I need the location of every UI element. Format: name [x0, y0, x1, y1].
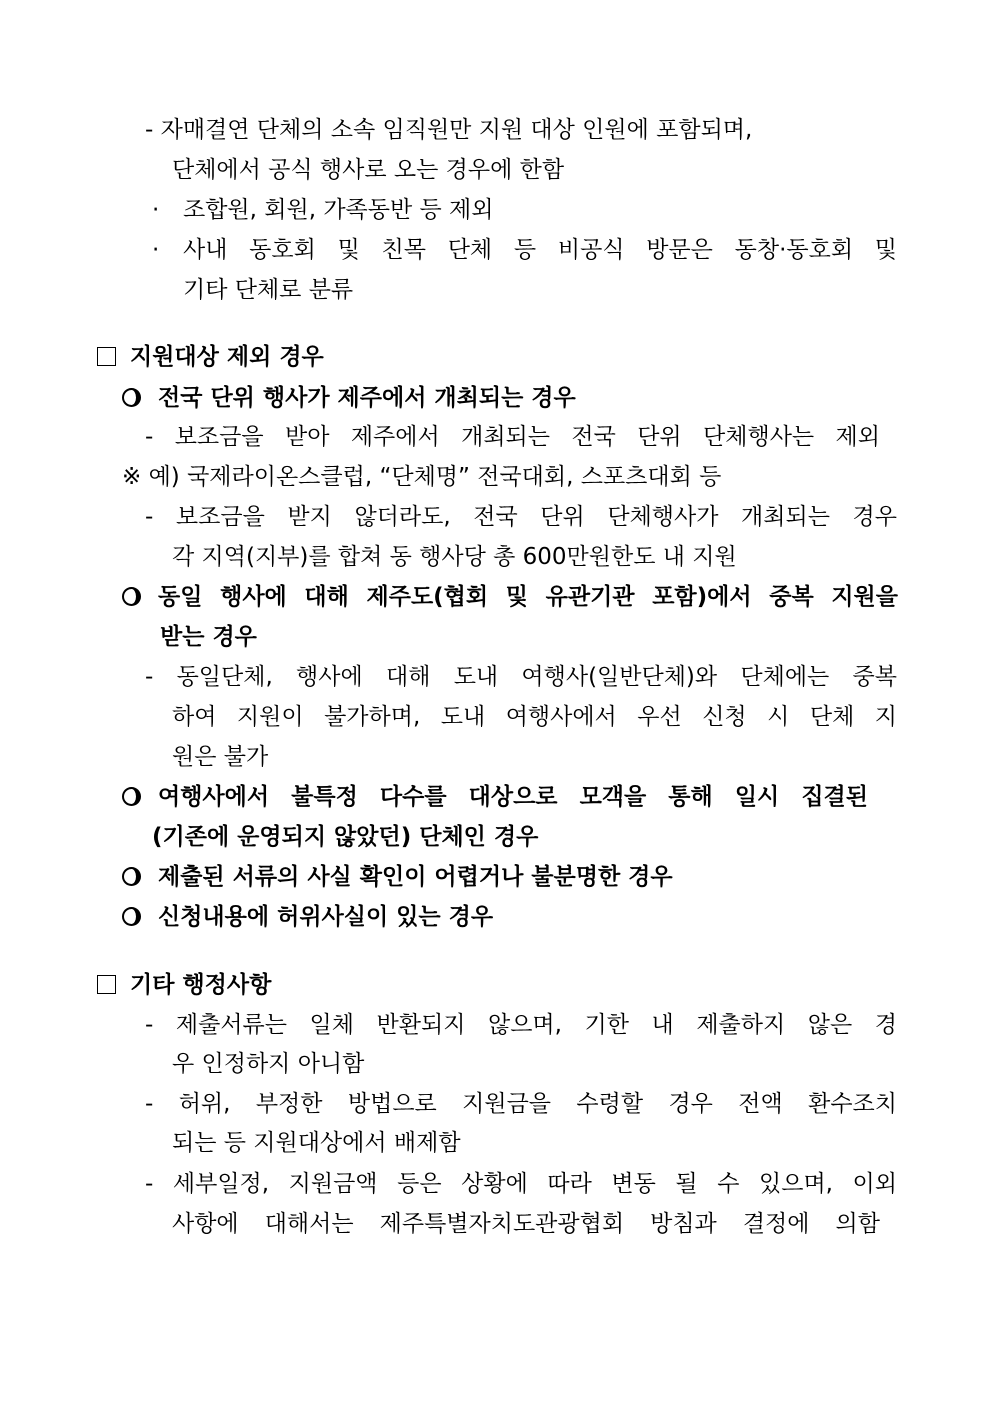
- text-line: - 제출서류는 일체 반환되지 않으며, 기한 내 제출하지 않은 경: [145, 1012, 897, 1038]
- square-bullet-icon: [97, 975, 116, 994]
- text-line: 되는 등 지원대상에서 배제함: [172, 1130, 461, 1156]
- subheading: 전국 단위 행사가 제주에서 개최되는 경우: [158, 385, 576, 411]
- circle-bullet-icon: [122, 587, 141, 606]
- circle-bullet-icon: [122, 867, 141, 886]
- middle-dot-bullet-icon: ·: [152, 197, 160, 223]
- circle-bullet-icon: [122, 907, 141, 926]
- subheading: 신청내용에 허위사실이 있는 경우: [158, 904, 494, 930]
- text-line: - 세부일정, 지원금액 등은 상황에 따라 변동 될 수 있으며, 이외: [145, 1171, 897, 1197]
- text-line: 하여 지원이 불가하며, 도내 여행사에서 우선 신청 시 단체 지: [172, 704, 897, 730]
- note-line: ※ 예) 국제라이온스클럽, “단체명” 전국대회, 스포츠대회 등: [122, 464, 722, 490]
- text-line: 각 지역(지부)를 합쳐 동 행사당 총 600만원한도 내 지원: [172, 544, 737, 570]
- text-line: 기타 단체로 분류: [183, 277, 354, 303]
- text-line: - 자매결연 단체의 소속 임직원만 지원 대상 인원에 포함되며,: [145, 117, 753, 143]
- text-line: - 허위, 부정한 방법으로 지원금을 수령할 경우 전액 환수조치: [145, 1091, 897, 1117]
- section-heading: 지원대상 제외 경우: [130, 344, 324, 370]
- text-line: 단체에서 공식 행사로 오는 경우에 한함: [172, 157, 565, 183]
- circle-bullet-icon: [122, 388, 141, 407]
- text-line: - 동일단체, 행사에 대해 도내 여행사(일반단체)와 단체에는 중복: [145, 664, 897, 690]
- middle-dot-bullet-icon: ·: [152, 237, 160, 263]
- subheading: (기존에 운영되지 않았던) 단체인 경우: [152, 824, 539, 850]
- subheading: 동일 행사에 대해 제주도(협회 및 유관기관 포함)에서 중복 지원을: [158, 584, 898, 610]
- square-bullet-icon: [97, 347, 116, 366]
- subheading: 여행사에서 불특정 다수를 대상으로 모객을 통해 일시 집결된: [158, 784, 868, 810]
- text-line: 원은 불가: [172, 744, 269, 770]
- text-line: - 보조금을 받지 않더라도, 전국 단위 단체행사가 개최되는 경우: [145, 504, 897, 530]
- subheading: 받는 경우: [160, 624, 257, 650]
- circle-bullet-icon: [122, 787, 141, 806]
- section-heading: 기타 행정사항: [130, 972, 272, 998]
- text-line: 사항에 대해서는 제주특별자치도관광협회 방침과 결정에 의함: [172, 1211, 880, 1237]
- text-line: 조합원, 회원, 가족동반 등 제외: [183, 197, 494, 223]
- text-line: - 보조금을 받아 제주에서 개최되는 전국 단위 단체행사는 제외: [145, 424, 880, 450]
- text-line: 우 인정하지 아니함: [172, 1051, 365, 1077]
- subheading: 제출된 서류의 사실 확인이 어렵거나 불분명한 경우: [158, 864, 673, 890]
- text-line: 사내 동호회 및 친목 단체 등 비공식 방문은 동창·동호회 및: [183, 237, 897, 263]
